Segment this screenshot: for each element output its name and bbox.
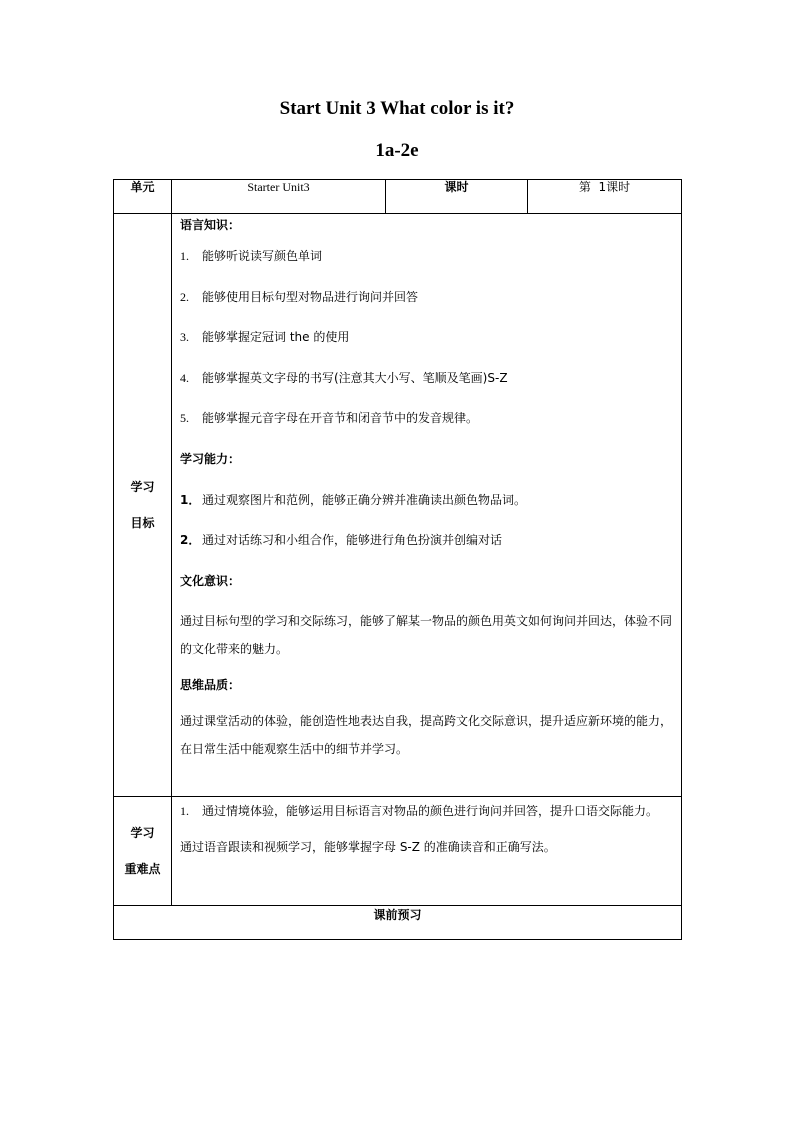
- period-label: 课时: [386, 180, 528, 214]
- key-points-label: [114, 797, 172, 906]
- language-item: 2. 能够使用目标句型对物品进行询问并回答: [180, 289, 419, 304]
- language-item: 3. 能够掌握定冠词 the 的使用: [180, 330, 350, 345]
- ability-item: 1． 通过观察图片和范例，能够正确分辨并准确读出颜色物品词。: [180, 492, 527, 507]
- language-heading: 语言知识：: [180, 218, 241, 232]
- thinking-heading: 思维品质：: [180, 678, 241, 693]
- preview-label: 课前预习: [114, 906, 682, 940]
- key-point-item: 1. 通过情境体验，能够运用目标语言对物品的颜色进行询问并回答，提升口语交际能力。: [180, 804, 659, 818]
- culture-heading: 文化意识：: [180, 573, 241, 588]
- objectives-row: [114, 214, 682, 797]
- objectives-label-line2: 目标: [130, 516, 155, 530]
- language-list: [180, 236, 675, 439]
- objectives-content: [172, 214, 682, 797]
- preview-row: [114, 906, 682, 940]
- key-point-text: 通过语音跟读和视频学习，能够掌握字母 S-Z 的准确读音和正确写法。: [180, 840, 556, 854]
- language-item: 5. 能够掌握元音字母在开音节和闭音节中的发音规律。: [180, 411, 479, 426]
- ability-item: 2． 通过对话练习和小组合作，能够进行角色扮演并创编对话: [180, 533, 503, 548]
- unit-label: 单元: [114, 180, 172, 214]
- document-subtitle: 1a-2e: [375, 140, 419, 161]
- lesson-plan-table: [113, 179, 682, 940]
- period-value: 第 1课时: [528, 180, 682, 214]
- document-title: Start Unit 3 What color is it?: [279, 98, 515, 119]
- header-row: [114, 180, 682, 214]
- culture-text: 通过目标句型的学习和交际练习，能够了解某一物品的颜色用英文如何询问并回达，体验不同的文化带来的魅力。: [180, 614, 673, 657]
- key-points-content: [172, 797, 682, 906]
- key-points-row: [114, 797, 682, 906]
- unit-value: Starter Unit3: [172, 180, 386, 214]
- key-points-label-line2: 重难点: [124, 862, 161, 876]
- thinking-text: 通过课堂活动的体验，能创造性地表达自我，提高跨文化交际意识，提升适应新环境的能力，在日常生活中能观察生活中的细节并学习。: [180, 714, 673, 757]
- language-item: 1. 能够听说读写颜色单词: [180, 249, 323, 263]
- key-points-label-line1: 学习: [130, 826, 155, 840]
- ability-heading: 学习能力：: [180, 451, 241, 466]
- objectives-label: [114, 214, 172, 797]
- objectives-label-line1: 学习: [130, 480, 155, 494]
- language-item: 4. 能够掌握英文字母的书写(注意其大小写、笔顺及笔画)S-Z: [180, 370, 508, 385]
